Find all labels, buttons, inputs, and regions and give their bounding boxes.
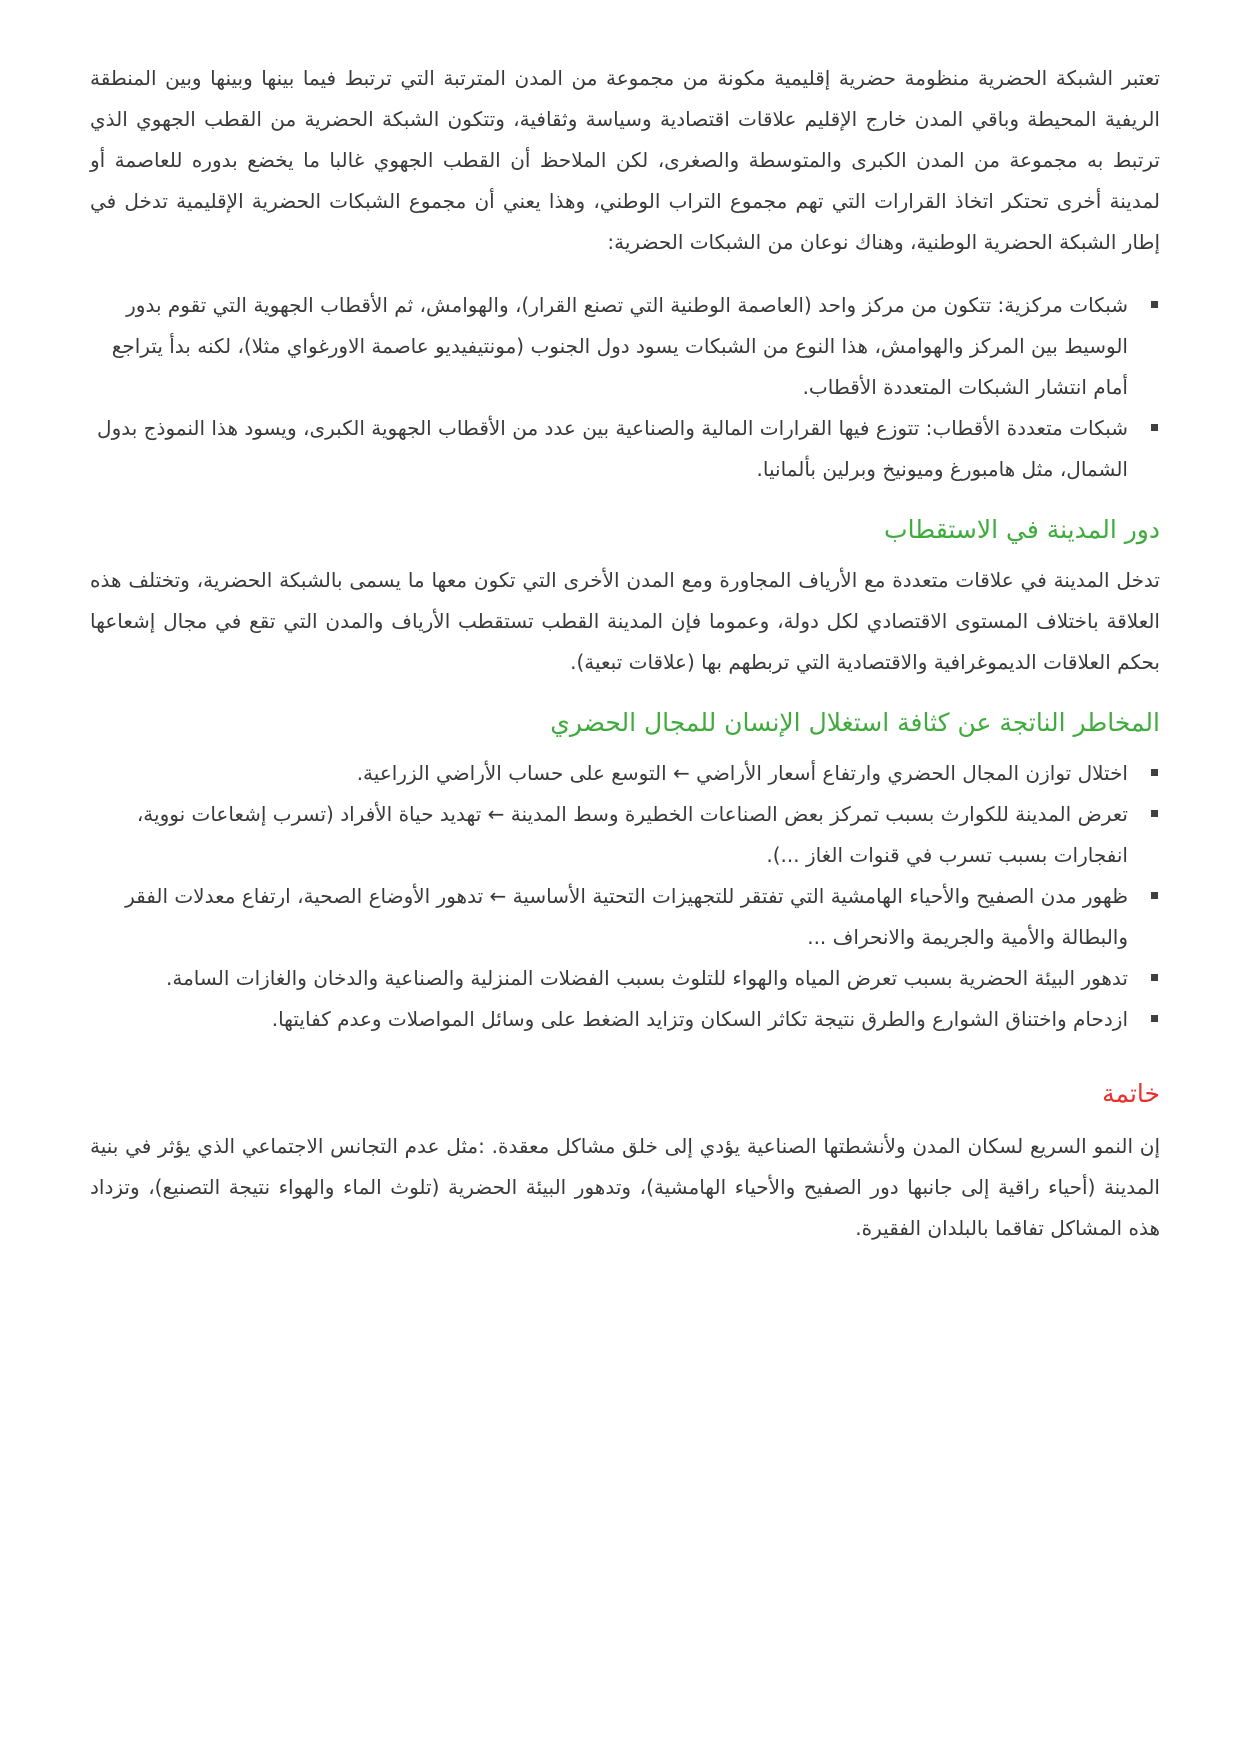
list-item-text: شبكات متعددة الأقطاب: تتوزع فيها القرارات المالية والصناعية بين عدد من الأقطاب الجهوية الكبرى، ويسود هذا النموذج بدول الشمال، مثل هامبورغ وميونيخ وبرلين بألمانيا. bbox=[97, 416, 1128, 481]
square-bullet-icon bbox=[1151, 810, 1158, 817]
square-bullet-icon bbox=[1151, 892, 1158, 899]
city-role-heading: دور المدينة في الاستقطاب bbox=[884, 515, 1160, 544]
conclusion-heading: خاتمة bbox=[1102, 1079, 1160, 1108]
list-item bbox=[90, 876, 1128, 958]
list-item bbox=[90, 408, 1128, 490]
list-item-text: تعرض المدينة للكوارث بسبب تمركز بعض الصناعات الخطيرة وسط المدينة ← تهديد حياة الأفراد (تسرب إشعاعات نووية، انفجارات بسبب تسرب في قنوات الغاز ...). bbox=[136, 802, 1128, 867]
document-page bbox=[90, 58, 1160, 1249]
list-item bbox=[90, 999, 1128, 1040]
intro-paragraph: تعتبر الشبكة الحضرية منظومة حضرية إقليمية مكونة من مجموعة من المدن المترتبة التي ترتبط فيما بينها وبينها وبين المنطقة الريفية المحيطة وباقي المدن خارج الإقليم علاقات اقتصادية وسياسة وثقافية، وتتكون الشبكة الحضرية من القطب الجهوي الذي ترتبط به مجموعة من المدن الكبرى والمتوسطة والصغرى، لكن الملاحظ أن القطب الجهوي غالبا ما يخضع بدوره للعاصمة أو لمدينة أخرى تحتكر اتخاذ القرارات التي تهم مجموع التراب الوطني، وهذا يعني أن مجموع الشبكات الحضرية الإقليمية تدخل في إطار الشبكة الحضرية الوطنية، وهناك نوعان من الشبكات الحضرية: bbox=[90, 66, 1160, 254]
square-bullet-icon bbox=[1151, 974, 1158, 981]
risks-heading: المخاطر الناتجة عن كثافة استغلال الإنسان للمجال الحضري bbox=[550, 708, 1160, 737]
square-bullet-icon bbox=[1151, 424, 1158, 431]
square-bullet-icon bbox=[1151, 769, 1158, 776]
list-item-text: تدهور البيئة الحضرية بسبب تعرض المياه والهواء للتلوث بسبب الفضلات المنزلية والصناعية والدخان والغازات السامة. bbox=[166, 966, 1128, 990]
list-item-text: ازدحام واختناق الشوارع والطرق نتيجة تكاثر السكان وتزايد الضغط على وسائل المواصلات وعدم كفايتها. bbox=[271, 1007, 1128, 1031]
conclusion-paragraph: إن النمو السريع لسكان المدن ولأنشطتها الصناعية يؤدي إلى خلق مشاكل معقدة. :مثل عدم التجانس الاجتماعي الذي يؤثر في بنية المدينة (أحياء راقية إلى جانبها دور الصفيح والأحياء الهامشية)، وتدهور البيئة الحضرية (تلوث الماء والهواء نتيجة التصنيع)، وتزداد هذه المشاكل تفاقما بالبلدان الفقيرة. bbox=[90, 1134, 1160, 1240]
list-item bbox=[90, 285, 1128, 408]
list-item bbox=[90, 794, 1128, 876]
city-role-paragraph: تدخل المدينة في علاقات متعددة مع الأرياف المجاورة ومع المدن الأخرى التي تكون معها ما يسمى بالشبكة الحضرية، وتختلف هذه العلاقة باختلاف المستوى الاقتصادي لكل دولة، وعموما فإن المدينة القطب تستقطب الأرياف والمدن التي تقع في مجال إشعاعها بحكم العلاقات الديموغرافية والاقتصادية التي تربطهم بها (علاقات تبعية). bbox=[90, 568, 1160, 674]
network-types-list bbox=[90, 285, 1160, 490]
list-item-text: ظهور مدن الصفيح والأحياء الهامشية التي تفتقر للتجهيزات التحتية الأساسية ← تدهور الأوضاع الصحية، ارتفاع معدلات الفقر والبطالة والأمية والجريمة والانحراف ... bbox=[125, 884, 1128, 949]
list-item bbox=[90, 753, 1128, 794]
square-bullet-icon bbox=[1151, 1015, 1158, 1022]
risks-list bbox=[90, 753, 1160, 1040]
square-bullet-icon bbox=[1151, 301, 1158, 308]
list-item-text: شبكات مركزية: تتكون من مركز واحد (العاصمة الوطنية التي تصنع القرار)، والهوامش، ثم الأقطاب الجهوية التي تقوم بدور الوسيط بين المركز والهوامش، هذا النوع من الشبكات يسود دول الجنوب (مونتيفيديو عاصمة الاورغواي مثلا)، لكنه بدأ يتراجع أمام انتشار الشبكات المتعددة الأقطاب. bbox=[111, 293, 1128, 399]
list-item-text: اختلال توازن المجال الحضري وارتفاع أسعار الأراضي ← التوسع على حساب الأراضي الزراعية. bbox=[356, 761, 1128, 785]
list-item bbox=[90, 958, 1128, 999]
